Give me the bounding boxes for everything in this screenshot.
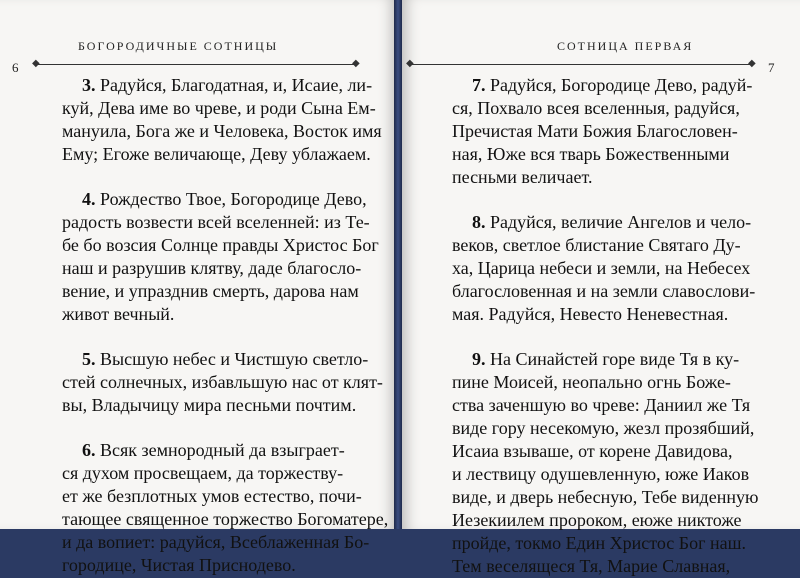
running-header: СОТНИЦА ПЕРВАЯ <box>557 39 694 53</box>
verse-line: Ему; Егоже величающе, Деву ублажаем. <box>62 144 371 164</box>
verse-line: Высшую небес и Чистшую светло- <box>100 349 369 369</box>
verse-9 <box>452 348 760 578</box>
ornament-icon: ◆ <box>748 58 756 69</box>
verse-line: радость возвести всей вселенней: из Те- <box>62 212 370 232</box>
verse-line: На Синайстей горе виде Тя в ку- <box>490 349 740 369</box>
left-page <box>0 0 394 575</box>
verse-line: ся, Похвало всея вселенныя, радуйся, <box>452 98 740 118</box>
verse-line: тающее священное торжество Богоматере, <box>62 509 389 529</box>
ornament-icon: ◆ <box>406 58 414 69</box>
verse-line: мануила, Бога же и Человека, Восток имя <box>62 121 382 141</box>
page-text <box>62 74 389 577</box>
verse-line: ет же безплотных умов естество, почи- <box>62 486 362 506</box>
verse-line: Радуйся, величие Ангелов и чело- <box>490 212 752 232</box>
verse-line: пройде, токмо Един Христос Бог наш. <box>452 533 746 553</box>
verse-line: Всяк земнородный да взыграет- <box>100 440 345 460</box>
verse-line: городице, Чистая Приснодево. <box>62 555 296 575</box>
verse-number: 7. <box>472 75 486 95</box>
verse-3 <box>62 74 382 166</box>
verse-number: 5. <box>82 349 96 369</box>
verse-line: виде гору несекомую, жезл прозябший, <box>452 418 755 438</box>
page-number: 6 <box>12 60 19 75</box>
verse-line: пине Моисей, неопально огнь Боже- <box>452 372 731 392</box>
book-gutter <box>394 0 402 529</box>
verse-4 <box>62 188 379 326</box>
verse-line: ха, Царица небеси и земли, на Небесех <box>452 258 751 278</box>
verse-line: ства заченшую во чреве: Даниил же Тя <box>452 395 751 415</box>
verse-number: 9. <box>472 349 486 369</box>
verse-line: живот вечный. <box>62 304 175 324</box>
verse-line: и да вопиет: радуйся, Всеблаженная Бо- <box>62 532 370 552</box>
verse-line: Радуйся, Богородице Дево, радуй- <box>490 75 753 95</box>
verse-line: вение, и упразднив смерть, дарова нам <box>62 281 359 301</box>
verse-number: 3. <box>82 75 96 95</box>
verse-line: песньми величает. <box>452 167 593 187</box>
running-header: БОГОРОДИЧНЫЕ СОТНИЦЫ <box>78 39 279 53</box>
verse-8 <box>452 211 760 326</box>
verse-line: Тем веселящеся Тя, Марие Славная, <box>452 556 731 576</box>
page-text <box>452 74 760 578</box>
verse-line: вы, Владычицу мира песньми почтим. <box>62 395 357 415</box>
verse-line: стей солнечных, избавльшую нас от клят- <box>62 372 383 392</box>
verse-line: Рождество Твое, Богородице Дево, <box>100 189 367 209</box>
verse-line: бе бо возсия Солнце правды Христос Бог <box>62 235 379 255</box>
right-page <box>402 0 800 576</box>
header-rule <box>32 58 360 69</box>
ornament-icon: ◆ <box>32 58 40 69</box>
verse-line: ная, Юже вся тварь Божественными <box>452 144 730 164</box>
verse-line: наш и разрушив клятву, даде благосло- <box>62 258 362 278</box>
verse-line: Иезекиилем пророком, еюже никтоже <box>452 510 742 530</box>
verse-5 <box>62 348 383 417</box>
verse-7 <box>452 74 760 189</box>
verse-line: Исаиа взываше, от корене Давидова, <box>452 441 733 461</box>
ornament-icon: ◆ <box>352 58 360 69</box>
verse-6 <box>62 439 389 577</box>
verse-number: 4. <box>82 189 96 209</box>
verse-line: веков, светлое блистание Святаго Ду- <box>452 235 741 255</box>
verse-line: и лествицу одушевленную, юже Иаков <box>452 464 750 484</box>
verse-line: мая. Радуйся, Невесто Неневестная. <box>452 304 729 324</box>
verse-line: благословенная и на земли славослови- <box>452 281 756 301</box>
header-rule <box>406 58 756 69</box>
verse-line: ся духом просвещаем, да торжеству- <box>62 463 344 483</box>
page-number: 7 <box>768 60 775 75</box>
verse-line: куй, Дева име во чреве, и роди Сына Ем- <box>62 98 376 118</box>
verse-number: 6. <box>82 440 96 460</box>
verse-line: Пречистая Мати Божия Благословен- <box>452 121 738 141</box>
verse-line: Радуйся, Благодатная, и, Исаие, ли- <box>100 75 373 95</box>
verse-line: виде, и дверь небесную, Тебе виденную <box>452 487 759 507</box>
verse-number: 8. <box>472 212 486 232</box>
